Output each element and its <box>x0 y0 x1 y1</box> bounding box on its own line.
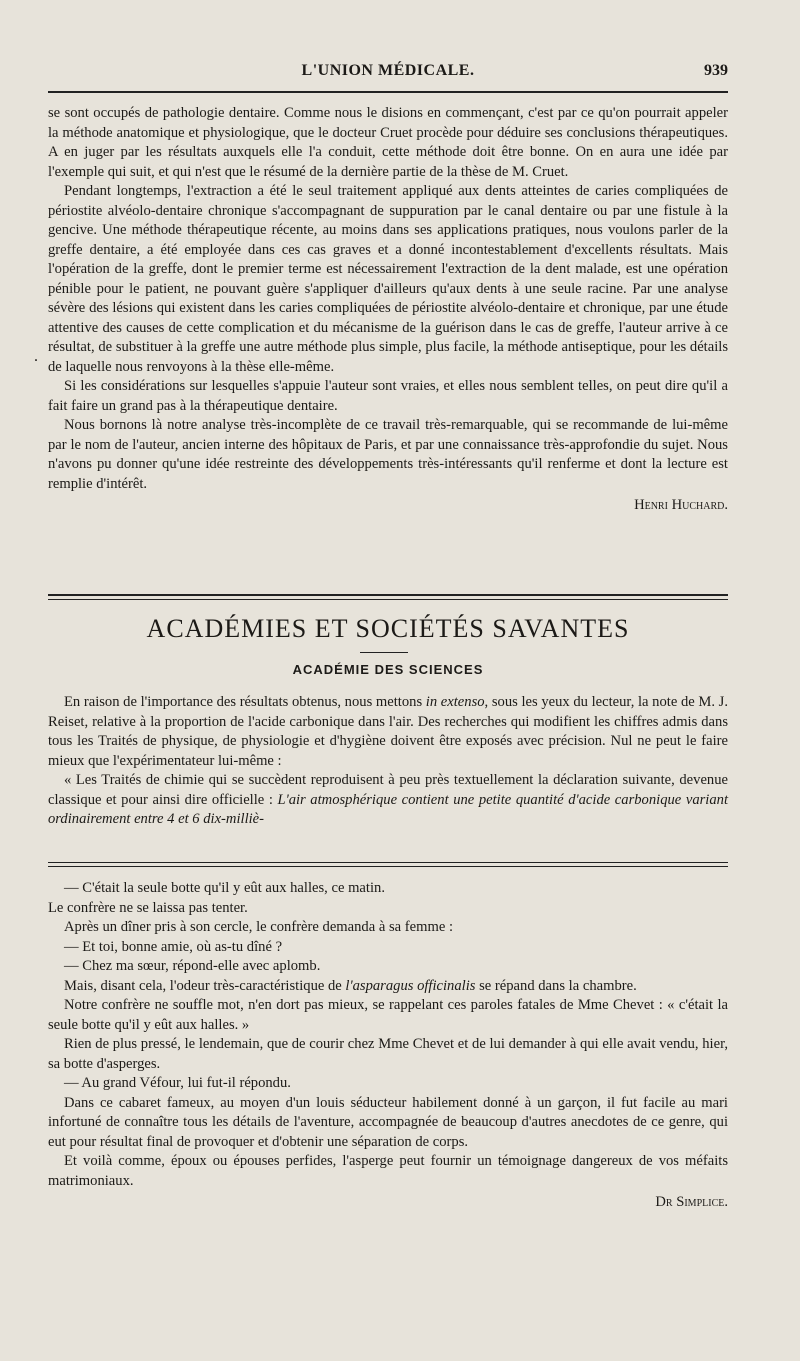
header-rule <box>48 91 728 93</box>
story-line: Notre confrère ne souffle mot, n'en dort pas mieux, se rappelant ces paroles fatales de Mme Chevet : « c'était la seule botte qu'il y eût aux halles. » <box>48 997 728 1033</box>
story-line: — C'était la seule botte qu'il y eût aux halles, ce matin. <box>64 880 385 896</box>
feuilleton-story <box>48 879 728 1213</box>
story-line: Le confrère ne se laissa pas tenter. <box>48 899 248 916</box>
page-number: 939 <box>704 62 728 79</box>
article-dental-review <box>48 104 728 516</box>
story-line: — Et toi, bonne amie, où as-tu dîné ? <box>64 938 283 955</box>
story-line: Après un dîner pris à son cercle, le confrère demanda à sa femme : <box>64 919 453 935</box>
article-paragraph: se sont occupés de pathologie dentaire. Comme nous le disions en commençant, c'est par ce qu'on pourrait appeler la méthode anatomique et physiologique, que le docteur Cruet procède pour déduire ses conclusions thérapeutiques. A en juger par les résultats auxquels elle l'a conduit, cette méthode doit être bonne. On en aura une idée par l'exemple qui suit, et qui n'est que le résumé de la dernière partie de la thèse de M. Cruet. <box>48 105 728 180</box>
feuilleton-rule-2 <box>48 866 728 867</box>
subsection-title: ACADÉMIE DES SCIENCES <box>292 662 484 677</box>
section-rule-top <box>48 594 728 596</box>
story-line: Rien de plus pressé, le lendemain, que de courir chez Mme Chevet et de lui demander à qui elle avait vendu, hier, sa botte d'asperges. <box>48 1036 728 1072</box>
story-signature: Dr Simplice. <box>655 1194 728 1210</box>
academie-note <box>48 693 728 830</box>
running-head: L'UNION MÉDICALE. <box>301 62 475 79</box>
article-signature: Henri Huchard. <box>634 497 728 513</box>
academie-paragraph: En raison de l'importance des résultats obtenus, nous mettons in extenso, sous les yeux du lecteur, la note de M. J. Reiset, relative à la proportion de l'acide carbonique dans l'air. Des recherches qui modifient les chiffres admis dans tous les Traités de physique, de physiologie et d'hygiène doivent être exposés avec précision. Nul ne peut le faire mieux que l'expérimentateur lui-même : <box>48 694 728 769</box>
section-title: ACADÉMIES ET SOCIÉTÉS SAVANTES <box>146 614 630 643</box>
page-header <box>48 58 728 86</box>
margin-mark: . <box>34 348 38 365</box>
feuilleton-rule <box>48 862 728 863</box>
section-rule-top-thin <box>48 599 728 600</box>
title-underline <box>360 652 408 653</box>
story-line: Mais, disant cela, l'odeur très-caractéristique de l'asparagus officinalis se répand dans la chambre. <box>64 977 637 994</box>
story-line: — Chez ma sœur, répond-elle avec aplomb. <box>64 958 321 974</box>
article-paragraph: Si les considérations sur lesquelles s'appuie l'auteur sont vraies, et elles nous semblent telles, on peut dire qu'il a fait faire un grand pas à la thérapeutique dentaire. <box>48 378 728 414</box>
article-paragraph: Nous bornons là notre analyse très-incomplète de ce travail très-remarquable, qui se recommande de lui-même par le nom de l'auteur, ancien interne des hôpitaux de Paris, et par une connaissance très-approfondie du sujet. Nous n'avons pu donner qu'une idée restreinte des développements très-intéressants qu'il renferme et dont la lecture est remplie d'intérêt. <box>48 417 728 492</box>
article-paragraph: Pendant longtemps, l'extraction a été le seul traitement appliqué aux dents atteintes de caries compliquées de périostite alvéolo-dentaire chronique s'accompagnant de suppuration par le canal dentaire ou par une fistule à la gencive. Une méthode thérapeutique récente, au moins dans ses applications pratiques, nous voulons parler de la greffe dentaire, a été employée dans ces cas graves et a donné incontestablement d'excellents résultats. Mais l'opération de la greffe, dont le premier terme est nécessairement l'extraction de la dent malade, est une opération pénible pour le patient, ne pouvant guère s'appliquer d'ailleurs qu'aux dents à une seule racine. Par une analyse sévère des lésions qui existent dans les caries compliquées de périostite alvéolo-dentaire et chronique, par une étude attentive des causes de cette complication et du mécanisme de la guérison dans le cas de greffe, l'auteur arrive à ce résultat, de substituer à la greffe une autre méthode plus simple, plus facile, la méthode antiseptique, pour les détails de laquelle nous renvoyons à la thèse elle-même. <box>48 183 728 375</box>
story-line: Et voilà comme, époux ou épouses perfides, l'asperge peut fournir un témoignage dangereux de vos méfaits matrimoniaux. <box>48 1153 728 1189</box>
story-line: Dans ce cabaret fameux, au moyen d'un louis séducteur habilement donné à un garçon, il fut facile au mari infortuné de connaître tous les détails de l'aventure, accompagnée de beaucoup d'autres anecdotes de ce genre, qui eut pour résultat final de provoquer et d'obtenir une séparation de corps. <box>48 1094 728 1150</box>
story-line: — Au grand Véfour, lui fut-il répondu. <box>64 1075 291 1091</box>
academie-quote: « Les Traités de chimie qui se succèdent reproduisent à peu près textuellement la déclaration suivante, devenue classique et pour ainsi dire officielle : L'air atmosphérique contient une petite quantité d'acide carbonique variant ordinairement entre 4 et 6 dix-milliè- <box>48 772 728 827</box>
